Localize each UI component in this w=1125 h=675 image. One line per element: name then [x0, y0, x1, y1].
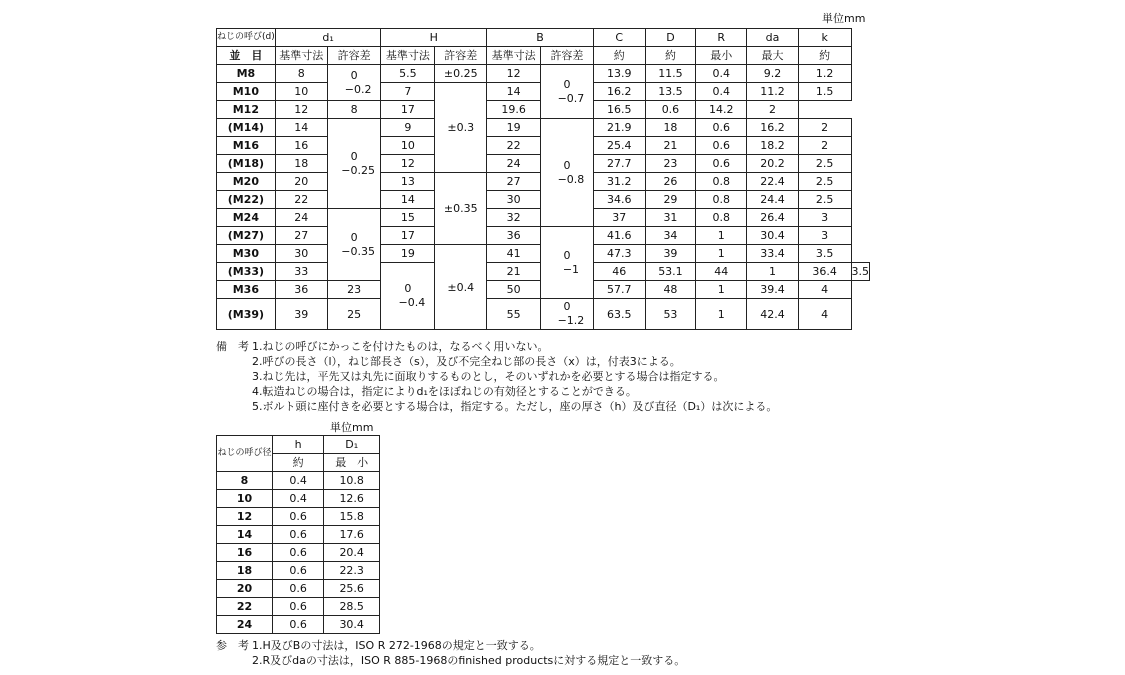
table-row	[217, 227, 870, 245]
tolerance-lower: −0.25	[341, 163, 375, 177]
tolerance-upper: 0	[350, 68, 358, 82]
C-cell: 21.9	[593, 119, 645, 137]
table-row	[217, 616, 380, 634]
k-cell: 2.5	[798, 155, 851, 173]
d1-nominal-cell: 14	[275, 119, 327, 137]
h-cell: 0.6	[272, 598, 323, 616]
k-cell: 1.2	[798, 65, 851, 83]
k-cell: 3	[798, 227, 851, 245]
header-B-tol: 許容差	[541, 47, 594, 65]
R-cell: 1	[696, 245, 747, 263]
D1-cell: 22.3	[324, 562, 380, 580]
tolerance-upper: 0	[563, 77, 571, 91]
seat-table-body	[217, 472, 380, 634]
da-cell: 16.2	[747, 119, 799, 137]
h-cell: 0.6	[272, 580, 323, 598]
header-da-sub: 最大	[747, 47, 799, 65]
D-cell: 26	[645, 173, 696, 191]
thread-size-cell: M12	[217, 101, 276, 119]
seat-dimension-table	[216, 435, 380, 634]
H-tolerance-cell: ±0.3	[435, 83, 487, 173]
tolerance-upper: 0	[563, 248, 571, 262]
table-row	[217, 299, 870, 330]
D1-cell: 17.6	[324, 526, 380, 544]
k-cell: 2	[798, 119, 851, 137]
header-d1-tol: 許容差	[327, 47, 381, 65]
C-cell: 16.2	[593, 83, 645, 101]
C-cell: 47.3	[593, 245, 645, 263]
C-cell: 27.7	[593, 155, 645, 173]
table-row	[217, 562, 380, 580]
k-cell: 3.5	[798, 245, 851, 263]
tolerance-lower: −0.7	[557, 91, 585, 105]
thread-size-cell: M20	[217, 173, 276, 191]
header-k-sub: 約	[798, 47, 851, 65]
reference-item: 1.H及びBの寸法は，ISO R 272-1968の規定と一致する。	[252, 639, 541, 652]
R-cell: 0.8	[696, 209, 747, 227]
R-cell: 1	[696, 227, 747, 245]
R-cell: 0.6	[696, 119, 747, 137]
tolerance-upper: 0	[563, 300, 571, 313]
k-cell: 2.5	[798, 191, 851, 209]
d1-nominal-cell: 30	[275, 245, 327, 263]
d1-nominal-cell: 18	[275, 155, 327, 173]
D-cell: 16.5	[593, 101, 645, 119]
d1-tolerance-cell	[327, 65, 381, 101]
D-cell: 34	[645, 227, 696, 245]
seat-header-D1-sub: 最 小	[324, 454, 380, 472]
header-B-nominal: 基準寸法	[487, 47, 541, 65]
seat-header-thread: ねじの呼び径	[217, 436, 273, 472]
D-cell: 31	[645, 209, 696, 227]
d1-nominal-cell: 12	[275, 101, 327, 119]
header-C: C	[593, 29, 645, 47]
R-cell: 0.6	[645, 101, 696, 119]
H-nominal-cell: 12	[381, 155, 435, 173]
da-cell: 9.2	[747, 65, 799, 83]
h-cell: 0.4	[272, 490, 323, 508]
R-cell: 1	[696, 299, 747, 330]
references	[216, 638, 685, 668]
da-cell: 30.4	[747, 227, 799, 245]
D-cell: 53	[645, 299, 696, 330]
table-row	[217, 490, 380, 508]
header-d1: d₁	[275, 29, 381, 47]
R-cell: 0.8	[696, 191, 747, 209]
R-cell: 0.6	[696, 137, 747, 155]
H-nominal-cell: 17	[381, 227, 435, 245]
H-nominal-cell: 21	[487, 263, 541, 281]
B-nominal-cell: 32	[487, 209, 541, 227]
thread-size-cell: (M39)	[217, 299, 276, 330]
B-nominal-cell: 46	[593, 263, 645, 281]
k-cell: 2.5	[798, 173, 851, 191]
h-cell: 0.6	[272, 562, 323, 580]
h-cell: 0.6	[272, 544, 323, 562]
h-cell: 0.6	[272, 508, 323, 526]
H-nominal-cell: 5.5	[381, 65, 435, 83]
da-cell: 22.4	[747, 173, 799, 191]
header-B: B	[487, 29, 594, 47]
thread-size-cell: M30	[217, 245, 276, 263]
h-cell: 0.6	[272, 526, 323, 544]
header-da: da	[747, 29, 799, 47]
B-nominal-cell: 36	[487, 227, 541, 245]
remark-item: 5.ボルト頭に座付きを必要とする場合は，指定する。ただし，座の厚さ（h）及び直径（D₁）は次による。	[252, 400, 778, 413]
B-nominal-cell: 14	[487, 83, 541, 101]
d1-nominal-cell: 22	[275, 191, 327, 209]
D1-cell: 10.8	[324, 472, 380, 490]
da-cell: 39.4	[747, 281, 799, 299]
thread-size-cell: 12	[217, 508, 273, 526]
thread-size-cell: 8	[217, 472, 273, 490]
d1-nominal-cell: 33	[275, 263, 327, 281]
C-cell: 53.1	[645, 263, 696, 281]
R-cell: 1	[696, 281, 747, 299]
k-cell: 3	[798, 209, 851, 227]
C-cell: 25.4	[593, 137, 645, 155]
header-R-sub: 最小	[696, 47, 747, 65]
table-row	[217, 526, 380, 544]
table-row	[217, 580, 380, 598]
tolerance-lower: −1	[562, 262, 580, 276]
B-nominal-cell: 30	[487, 191, 541, 209]
seat-header-h-sub: 約	[272, 454, 323, 472]
B-nominal-cell: 50	[487, 281, 541, 299]
tolerance-upper: 0	[563, 158, 571, 172]
table-row	[217, 508, 380, 526]
C-cell: 31.2	[593, 173, 645, 191]
B-nominal-cell: 27	[487, 173, 541, 191]
B-tolerance-cell	[541, 227, 594, 299]
tolerance-upper: 0	[350, 149, 358, 163]
header-d1-nominal: 基準寸法	[275, 47, 327, 65]
thread-size-cell: M24	[217, 209, 276, 227]
H-nominal-cell: 7	[381, 83, 435, 101]
da-cell: 24.4	[747, 191, 799, 209]
C-cell: 19.6	[487, 101, 541, 119]
tolerance-lower: −1.2	[557, 314, 585, 327]
H-nominal-cell: 14	[381, 191, 435, 209]
d1-nominal-cell: 39	[275, 299, 327, 330]
D1-cell: 25.6	[324, 580, 380, 598]
C-cell: 13.9	[593, 65, 645, 83]
k-cell: 1.5	[798, 83, 851, 101]
D1-cell: 15.8	[324, 508, 380, 526]
header-k: k	[798, 29, 851, 47]
d1-tolerance-cell	[381, 263, 435, 330]
B-nominal-cell: 12	[487, 65, 541, 83]
B-tolerance-cell	[541, 299, 594, 330]
thread-size-cell: 16	[217, 544, 273, 562]
table-row	[217, 65, 870, 83]
thread-size-cell: (M14)	[217, 119, 276, 137]
B-nominal-cell: 55	[487, 299, 541, 330]
d1-nominal-cell: 27	[275, 227, 327, 245]
D-cell: 44	[696, 263, 747, 281]
R-cell: 0.4	[696, 65, 747, 83]
thread-size-cell: (M27)	[217, 227, 276, 245]
H-nominal-cell: 13	[381, 173, 435, 191]
H-tolerance-cell: ±0.25	[435, 65, 487, 83]
thread-size-cell: 24	[217, 616, 273, 634]
header-thread: ねじの呼び(d)	[217, 29, 276, 47]
thread-size-cell: 14	[217, 526, 273, 544]
header-C-sub: 約	[593, 47, 645, 65]
H-nominal-cell: 15	[381, 209, 435, 227]
table-row	[217, 598, 380, 616]
thread-size-cell: M36	[217, 281, 276, 299]
C-cell: 34.6	[593, 191, 645, 209]
da-cell: 42.4	[747, 299, 799, 330]
seat-header-D1: D₁	[324, 436, 380, 454]
header-H-nominal: 基準寸法	[381, 47, 435, 65]
k-cell: 3.5	[851, 263, 870, 281]
table-row	[217, 544, 380, 562]
k-cell: 4	[798, 281, 851, 299]
D1-cell: 12.6	[324, 490, 380, 508]
tolerance-upper: 0	[350, 230, 358, 244]
H-nominal-cell: 9	[381, 119, 435, 137]
thread-size-cell: M8	[217, 65, 276, 83]
B-nominal-cell: 24	[487, 155, 541, 173]
D-cell: 39	[645, 245, 696, 263]
header-H-tol: 許容差	[435, 47, 487, 65]
main-table-body	[217, 65, 870, 330]
table-row	[217, 472, 380, 490]
k-cell: 4	[798, 299, 851, 330]
D-cell: 29	[645, 191, 696, 209]
da-cell: 26.4	[747, 209, 799, 227]
table-row	[217, 119, 870, 137]
H-nominal-cell: 23	[327, 281, 381, 299]
D1-cell: 30.4	[324, 616, 380, 634]
tolerance-lower: −0.8	[557, 172, 585, 186]
remarks-label: 備 考	[216, 340, 249, 353]
thread-size-cell: 20	[217, 580, 273, 598]
H-nominal-cell: 25	[327, 299, 381, 330]
tolerance-lower: −0.4	[398, 296, 426, 309]
D1-cell: 20.4	[324, 544, 380, 562]
k-cell: 2	[747, 101, 799, 119]
da-cell: 11.2	[747, 83, 799, 101]
main-dimension-table	[216, 28, 870, 330]
d1-tolerance-cell	[327, 209, 381, 281]
thread-size-cell: M16	[217, 137, 276, 155]
R-cell: 0.4	[696, 83, 747, 101]
D1-cell: 28.5	[324, 598, 380, 616]
thread-size-cell: 10	[217, 490, 273, 508]
D-cell: 11.5	[645, 65, 696, 83]
thread-size-cell: (M18)	[217, 155, 276, 173]
d1-nominal-cell: 36	[275, 281, 327, 299]
h-cell: 0.6	[272, 616, 323, 634]
R-cell: 1	[747, 263, 799, 281]
B-nominal-cell: 22	[487, 137, 541, 155]
d1-tolerance-cell	[327, 119, 381, 209]
da-cell: 20.2	[747, 155, 799, 173]
da-cell: 18.2	[747, 137, 799, 155]
B-nominal-cell: 17	[381, 101, 435, 119]
thread-size-cell: 22	[217, 598, 273, 616]
C-cell: 63.5	[593, 299, 645, 330]
remarks	[216, 339, 777, 414]
R-cell: 0.8	[696, 173, 747, 191]
thread-size-cell: M10	[217, 83, 276, 101]
thread-size-cell: 18	[217, 562, 273, 580]
B-nominal-cell: 19	[487, 119, 541, 137]
d1-nominal-cell: 20	[275, 173, 327, 191]
d1-nominal-cell: 8	[275, 65, 327, 83]
k-cell: 2	[798, 137, 851, 155]
C-cell: 57.7	[593, 281, 645, 299]
da-cell: 14.2	[696, 101, 747, 119]
H-tolerance-cell: ±0.35	[435, 173, 487, 245]
da-cell: 33.4	[747, 245, 799, 263]
thread-size-cell: (M22)	[217, 191, 276, 209]
H-tolerance-cell: ±0.4	[435, 245, 487, 330]
D-cell: 23	[645, 155, 696, 173]
C-cell: 37	[593, 209, 645, 227]
seat-table-unit: 単位mm	[330, 421, 374, 434]
reference-item: 2.R及びdaの寸法は，ISO R 885-1968のfinished productsに対する規定と一致する。	[252, 654, 686, 667]
H-nominal-cell: 8	[327, 101, 381, 119]
remark-item: 4.転造ねじの場合は，指定によりd₁をほぼねじの有効径とすることができる。	[252, 385, 637, 398]
header-order: 並 目	[217, 47, 276, 65]
d1-nominal-cell: 24	[275, 209, 327, 227]
header-R: R	[696, 29, 747, 47]
tolerance-lower: −0.2	[344, 82, 372, 96]
h-cell: 0.4	[272, 472, 323, 490]
D-cell: 18	[645, 119, 696, 137]
header-D: D	[645, 29, 696, 47]
header-H: H	[381, 29, 487, 47]
H-nominal-cell: 19	[381, 245, 435, 263]
references-label: 参 考	[216, 639, 249, 652]
R-cell: 0.6	[696, 155, 747, 173]
C-cell: 41.6	[593, 227, 645, 245]
main-table-unit: 単位mm	[822, 12, 866, 25]
da-cell: 36.4	[798, 263, 851, 281]
header-D-sub: 約	[645, 47, 696, 65]
D-cell: 13.5	[645, 83, 696, 101]
H-nominal-cell: 10	[381, 137, 435, 155]
d1-nominal-cell: 16	[275, 137, 327, 155]
d1-nominal-cell: 10	[275, 83, 327, 101]
remark-item: 2.呼びの長さ（l），ねじ部長さ（s），及び不完全ねじ部の長さ（x）は，付表3による。	[252, 355, 681, 368]
D-cell: 21	[645, 137, 696, 155]
remark-item: 1.ねじの呼びにかっこを付けたものは，なるべく用いない。	[252, 340, 549, 353]
D-cell: 48	[645, 281, 696, 299]
B-nominal-cell: 41	[487, 245, 541, 263]
B-tolerance-cell	[541, 65, 594, 119]
thread-size-cell: (M33)	[217, 263, 276, 281]
seat-header-h: h	[272, 436, 323, 454]
B-tolerance-cell	[541, 119, 594, 227]
tolerance-upper: 0	[404, 282, 412, 295]
remark-item: 3.ねじ先は，平先又は丸先に面取りするものとし，そのいずれかを必要とする場合は指定する。	[252, 370, 725, 383]
tolerance-lower: −0.35	[341, 244, 375, 258]
